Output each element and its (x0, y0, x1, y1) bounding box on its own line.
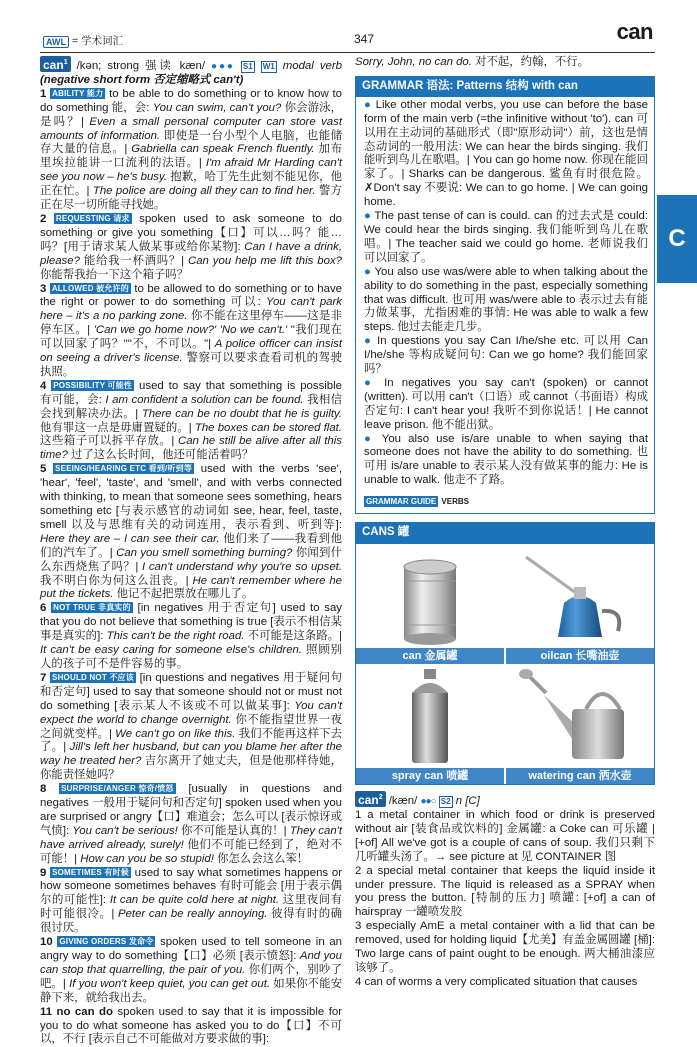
caption: spray can 喷罐 (356, 768, 504, 784)
frequency-dots: ●●● (211, 61, 235, 72)
translation: 警方正在尽一切所能寻找她。 (40, 185, 342, 212)
signpost: ALLOWED 被允许的 (51, 283, 129, 293)
definition: [usually in questions and negatives 一般用于疑问句和否定句] spoken used when you are surprised or angry【口】难道会；怎么可以 [表示惊讶或气愤]: (40, 783, 342, 837)
bullet-icon: ● (364, 376, 385, 389)
caption: can 金属罐 (356, 648, 504, 664)
translation: 抱歉，哈丁先生此刻不能见你，他正在忙。| (40, 171, 342, 198)
signpost: SURPRISE/ANGER 惊奇/愤怒 (61, 784, 174, 794)
sense-5 (40, 463, 342, 602)
sense-10 (40, 936, 342, 1006)
sense-number: 4 (40, 379, 47, 392)
translation: 能给我一杯酒吗？| (79, 254, 188, 267)
sense-list (40, 88, 342, 1006)
part-of-speech: modal verb (282, 60, 342, 72)
sense-9 (40, 867, 342, 937)
sense-number: 1 (40, 87, 47, 100)
signpost: SHOULD NOT 不应该 (52, 672, 134, 682)
phrase: no can do (56, 1005, 113, 1018)
sense-8 (40, 783, 342, 866)
definition: used to say what sometimes happens or how someone sometimes behaves 有时可能会 [用于表示偶尔的可能性]: (40, 866, 342, 907)
signpost: ABILITY 能力 (52, 88, 104, 98)
cans-picture-box (355, 522, 655, 785)
translation: 你会游泳，是吗？| (40, 101, 342, 128)
translation: 警察可以要求查看司机的驾驶执照。 (40, 352, 342, 378)
translation: 我不明白你为何这么沮丧。| (40, 574, 193, 587)
sense-number: 9 (40, 866, 47, 879)
translation: 你不能指望世界一夜之间就变样。| (40, 713, 342, 740)
example: It can't be easy caring for someone else's children. (40, 644, 303, 657)
sense-7 (40, 672, 342, 783)
spoken-frequency-badge: S2 (440, 797, 451, 807)
definition: [in negatives 用于否定句] used to say that you do not believe that something is true [表示不相信某事是真实的]: (40, 602, 342, 643)
grammar-box-title: GRAMMAR 语法: Patterns 结构 with can (356, 77, 654, 97)
example: Can you smell something burning? (116, 546, 293, 559)
translation: 这里夜间有时可能很冷。| (40, 894, 342, 921)
spoken-frequency-badge: S1 (242, 62, 253, 71)
negative-form: (negative short form 否定缩略式 can't) (40, 73, 244, 86)
bullet-icon: ● (364, 98, 376, 111)
grammar-guide-target[interactable]: VERBS (441, 497, 469, 507)
grammar-point (364, 210, 648, 266)
grammar-point (364, 99, 648, 210)
sense-11 (40, 1006, 342, 1047)
example: The police are doing all they can to find her. (92, 185, 316, 198)
sense-3 (40, 283, 342, 380)
bullet-icon: ● (364, 335, 378, 348)
example: They can't have arrived already, surely! (40, 824, 342, 851)
sense-number: 8 (40, 783, 47, 796)
example: Sorry, John, no can do. (355, 56, 472, 68)
translation: 吉尔离开了她丈夫，但是他那样待她，你能责怪她吗？ (40, 755, 342, 782)
definition: spoken used to say that it is impossible for you to do what someone has asked you to do【口】不可以，不行 [表示自己不可能做对方要求做的事]: (40, 1005, 342, 1046)
definition: spoken used to ask someone to do something or give you something【口】可以…吗？能…吗？[用于请求某人做某事或给你某物]: (40, 212, 342, 253)
definition-1: 1 a metal container in which food or drink is preserved without air [装食品或饮料的] 金属罐: a Coke can 可乐罐 | [+of] All we've got is a couple of cans of soup. 我们只剩下几听罐头汤了。→ see picture at 见 CONTAINER 图 (355, 809, 655, 863)
translation: "我们现在可以回家了吗？""不，不可以。"| (40, 324, 342, 351)
translation: 彼得有时的确很讨厌。 (40, 908, 343, 935)
signpost: NOT TRUE 非真实的 (53, 603, 131, 613)
grammar-point-text: You also use is/are unable to when saying that someone does not have the ability to do something. 也可用 is/are unable to 表示某人没有做某事的能力: He is unable to walk. 他走不了路。 (364, 432, 649, 487)
translation: 过了这么长时间，他还可能活着吗？ (67, 449, 254, 462)
grammar-point-text: You also use was/were able to when talking about the ability to do something in the past, especially something that was difficult. 也可用 was/were able to 表示过去有能力做某事，尤指困难的事情: He was able to walk a few steps. 他过去能走几步。 (364, 265, 648, 334)
headword: can$^2$ (355, 791, 386, 807)
example: You can swim, can't you? (152, 101, 282, 114)
translation: 你闻到什么东西烧焦了吗？| (40, 546, 342, 573)
picture-watering-can (506, 665, 654, 784)
translation: 你能帮我抬一下这个箱子吗？ (40, 268, 189, 281)
translation: 你不可能是认真的！| (177, 824, 290, 837)
grammar-point-text: The past tense of can is could. can 的过去式是 could: We could hear the birds singing. 我们能听到鸟儿在歌唱。| The teacher said we could go home. 老师说我们可以回家了。 (364, 210, 648, 264)
sense-number: 2 (40, 212, 47, 225)
translation: 他们来了——我看到他们的汽车了。| (40, 532, 343, 559)
example: He can't remember where he put the tickets. (40, 574, 342, 601)
translation: 如果你不能安静下来，就给我出去。 (40, 977, 342, 1004)
example: It can be quite cold here at night. (109, 894, 280, 907)
example: How can you be so stupid! (80, 852, 214, 865)
example: Can he still be alive after all this time? (40, 435, 342, 462)
definition-3: 3 especially AmE a metal container with a lid that can be removed, used for holding liquid【尤美】有盖金属圆罐 [桶]: Two large cans of paint ought to be enough. 两大桶油漆应该够了。 (355, 920, 655, 974)
thumb-index-tab[interactable]: C (657, 195, 697, 283)
entry-can2-head (355, 791, 655, 809)
written-frequency-badge: W1 (262, 62, 275, 71)
translation: 对不起，约翰，不行。 (471, 56, 590, 68)
translation: 照顾别人的孩子可不是件容易的事。 (40, 644, 342, 670)
translation: 我们不能再这样下去了。| (40, 727, 342, 754)
bullet-icon: ● (364, 432, 382, 445)
example: Here they are – I can see their car. (40, 532, 220, 545)
sense-number: 5 (40, 463, 47, 476)
definition: to be able to do something or to know how to do something 能，会: (40, 87, 342, 114)
caption: oilcan 长嘴油壶 (506, 648, 654, 664)
translation: 你不能在这里停车——这是非停车区。| (40, 310, 342, 337)
definition-2: 2 a special metal container that keeps the liquid inside it under pressure. The liquid is released as a SPRAY when you press the button. [特制的压力] 喷罐: [+of] a can of hairspray 一罐喷发胶 (355, 864, 655, 919)
oilcan-icon (506, 545, 654, 648)
example: We can't go on like this. (115, 727, 236, 740)
example: A police officer can insist on seeing a driver's license. (40, 338, 342, 365)
definition: [in questions and negatives 用于疑问句和否定句] used to say that someone should not or must not do something [表示某人不该或不可以做某事]: (40, 671, 342, 712)
translation: 他记不起把票放在哪儿了。 (113, 588, 254, 601)
sense-number: 10 (40, 936, 53, 949)
guideword: can (616, 19, 653, 44)
example: You can't expect the world to change overnight. (40, 699, 342, 726)
example: Peter can be really annoying. (117, 908, 268, 921)
grammar-point (364, 433, 648, 489)
example: Can I have a drink, please? (40, 240, 342, 267)
grammar-point-text: Like other modal verbs, you use can before the base form of the main verb (=the infinitive without 'to'). can 可以用在主动词的基础形式（即"原形动词"）前，这也是情态动词的一般用法: We can hear the birds singing. 我们能听到鸟儿在歌唱。| You can go home now. 你现在能回家了。| Sharks can be dangerous. 鲨鱼有时很危险。✗Don't say 不要说: We can to go home. | We can going home. (364, 98, 649, 209)
signpost: GIVING ORDERS 发命令 (59, 937, 154, 947)
translation: 他有罪这一点是毋庸置疑的。| (40, 421, 195, 434)
definition: used with the verbs 'see', 'hear', 'feel', 'taste', and 'smell', and with verbs connected with thinking, to mean that someone sees something, hears something etc [与表示感官的动词如 see, hear, feel, taste, smell 以及与思维有关的动词连用，表示看到、听到等]: (40, 463, 342, 531)
grammar-point (364, 266, 648, 336)
signpost: SOMETIMES 有时候 (52, 867, 129, 877)
example: The boxes can be stored flat. (194, 421, 342, 434)
example: Can you help me lift this box? (187, 254, 342, 267)
entry-can1-head (40, 56, 342, 88)
translation: 他们不可能已经到了，绝对不可能！| (40, 838, 342, 865)
sense-2 (40, 213, 342, 283)
translation: 我相信会找到解决办法。| (40, 393, 342, 420)
translation: 这些箱子可以拆平存放。| (40, 435, 178, 448)
example: I am confident a solution can be found. (105, 393, 304, 406)
grammar-guide-label: GRAMMAR GUIDE (366, 497, 437, 507)
signpost: REQUESTING 请求 (55, 213, 130, 223)
right-column (355, 56, 655, 990)
signpost: SEEING/HEARING ETC 看到/听到等 (55, 464, 193, 474)
grammar-point-text: In negatives you say can't (spoken) or cannot (written). 可以用 can't（口语）或 cannot（书面语）构成否定句: I can't hear you! 我听不到你说话！| He cannot leave prison. 他不能出狱。 (364, 376, 649, 431)
example: I can't understand why you're so upset. (142, 560, 343, 573)
awl-badge: AWL (43, 36, 69, 48)
example: Even a small personal computer can store vast amounts of information. (40, 115, 342, 142)
caption: watering can 洒水壶 (506, 768, 654, 784)
translation: 你怎么会这么笨！ (213, 852, 309, 865)
grammar-guide[interactable] (356, 495, 654, 513)
example: Jill's left her husband, but can you blame her after the way he treated her? (40, 741, 343, 768)
spray-can-icon (356, 665, 504, 768)
part-of-speech: n [C] (455, 795, 480, 808)
example: Gabriella can speak French fluently. (131, 143, 315, 156)
translation: 你们两个，别吵了吧。| (40, 963, 342, 990)
example: I'm afraid Mr Harding can't see you now – he's busy. (40, 157, 343, 184)
headword: can$^1$ (40, 56, 71, 72)
sense-number: 6 (40, 602, 47, 615)
awl-label: = 学术词汇 (72, 35, 124, 47)
entry-can2 (355, 791, 655, 990)
sense-number: 3 (40, 282, 47, 295)
bullet-icon: ● (364, 265, 375, 278)
translation: 即使是一台小型个人电脑，也能储存大量的信息。| (40, 129, 343, 156)
definition: used to say that something is possible 有可能，会: (40, 379, 342, 406)
definition-4: 4 can of worms a very complicated situation that causes (355, 975, 638, 988)
pronunciation: /kən; strong 强读 kæn/ (76, 60, 205, 72)
page-header (0, 0, 697, 52)
can-icon (356, 545, 504, 648)
example: You can't park here – it's a no parking zone. (40, 296, 342, 323)
picture-spray-can (356, 665, 504, 784)
bullet-icon: ● (364, 210, 375, 223)
example: And you can stop that quarrelling, the pair of you. (40, 950, 342, 976)
left-column (40, 56, 342, 1047)
example: This can't be the right road. (106, 630, 245, 643)
picture-oilcan (506, 545, 654, 664)
definition: to be allowed to do something or to have the right or power to do something 可以: (40, 282, 342, 309)
picture-can (356, 545, 504, 664)
translation: 加布里埃拉能讲一口流利的法语。| (40, 143, 342, 170)
grammar-box-body (356, 97, 654, 492)
grammar-point (364, 377, 648, 433)
example: If you won't keep quiet, you can get out. (69, 977, 271, 990)
example: There can be no doubt that he is guilty. (141, 407, 343, 420)
example: You can't be serious! (72, 824, 178, 837)
translation: 不可能是这条路。| (244, 630, 342, 643)
sense-11-continued (355, 56, 655, 70)
page-number: 347 (354, 32, 375, 46)
sense-6 (40, 602, 342, 672)
sense-number: 11 (40, 1005, 53, 1018)
pronunciation: /kæn/ (388, 795, 418, 808)
header-rule (40, 52, 655, 53)
frequency-dots: ●●○ (420, 796, 436, 808)
awl-legend (43, 35, 123, 49)
sense-4 (40, 380, 342, 463)
watering-can-icon (506, 665, 654, 768)
grammar-point-text: In questions you say Can I/he/she etc. 可以用 Can I/he/she 等构成疑问句: Can we go home? 我们能回家吗？ (364, 335, 649, 376)
example: 'Can we go home now?' 'No we can't.' (93, 324, 288, 337)
grammar-box (355, 76, 655, 514)
sense-1 (40, 88, 342, 213)
grammar-point (364, 335, 648, 377)
sense-number: 7 (40, 671, 47, 684)
cans-box-title: CANS 罐 (356, 523, 654, 544)
signpost: POSSIBILITY 可能性 (53, 380, 133, 390)
definition: spoken used to tell someone in an angry way to do something【口】必须 [表示愤怒]: (40, 936, 342, 962)
